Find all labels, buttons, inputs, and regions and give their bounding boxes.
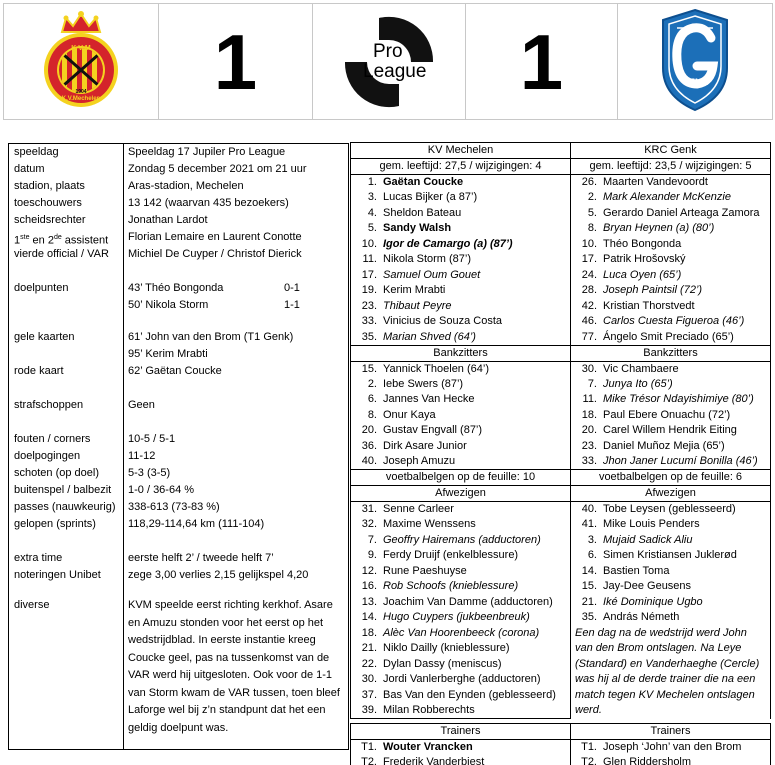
player-name: Joseph Amuzu xyxy=(383,455,456,467)
absent-row-away xyxy=(571,595,771,611)
goal-1: 43’ Théo Bongonda xyxy=(128,282,224,294)
info-row-gelopen: gelopen (sprints) 118,29-114,64 km (111-104) xyxy=(14,518,265,530)
bench-row-away xyxy=(571,361,771,377)
starter-row-home xyxy=(351,206,571,222)
away-note: Een dag na de wedstrijd werd John van den Brom ontslagen. Na Leye (Standard) en Vanderhaeghe (Cercle) was hij al de derde trainer die na een match tegen KV Mechelen ontslagen werd. xyxy=(571,626,771,719)
starter-row xyxy=(351,314,771,330)
info-row-doelpunt-2 xyxy=(9,297,348,314)
player-number: 2. xyxy=(367,377,377,390)
trainer-row-away xyxy=(571,755,771,765)
player-name: Wouter Vrancken xyxy=(383,741,473,753)
starter-row-home xyxy=(351,252,571,268)
player-number: 10. xyxy=(361,237,377,250)
player-name: Mike Trésor Ndayishimiye (80’) xyxy=(603,393,754,406)
player-number: 9. xyxy=(367,549,377,562)
player-name: Bas Van den Eynden (geblesseerd) xyxy=(383,688,556,701)
starter-row-away xyxy=(571,252,771,268)
player-number: 17. xyxy=(581,253,597,266)
player-name: Milan Robberechts xyxy=(383,704,475,716)
player-name: Théo Bongonda xyxy=(603,237,682,250)
team-header xyxy=(351,143,771,159)
player-name: Dylan Dassy (meniscus) xyxy=(383,657,502,670)
starter-row-home xyxy=(351,283,571,299)
info-row-strafschoppen: strafschoppen Geen xyxy=(14,399,155,411)
player-name: Thibaut Peyre xyxy=(383,299,452,312)
player-number: 33. xyxy=(361,315,377,328)
info-row-diverse: diverse xyxy=(14,599,50,611)
starter-row-home xyxy=(351,330,571,346)
player-number: 36. xyxy=(361,439,377,452)
starter-row-away xyxy=(571,221,771,237)
starter-row-home xyxy=(351,221,571,237)
player-name: Yannick Thoelen (64’) xyxy=(383,362,489,375)
bench-header-away: Bankzitters xyxy=(571,345,771,361)
absent-row-home xyxy=(351,533,571,549)
player-name: Senne Carleer xyxy=(383,503,454,515)
player-name: Jannes Van Hecke xyxy=(383,393,475,406)
score-header xyxy=(3,3,773,120)
player-number: 22. xyxy=(361,657,377,670)
player-number: 3. xyxy=(367,191,377,204)
info-row-toeschouwers: toeschouwers 13 142 (waarvan 435 bezoekers) xyxy=(14,197,289,209)
bench-row-home xyxy=(351,439,571,455)
player-number: 4. xyxy=(367,206,377,219)
info-row-buitenspel: buitenspel / balbezit 1-0 / 36-64 % xyxy=(14,484,195,496)
absent-row-home xyxy=(351,610,571,626)
player-number: T2. xyxy=(581,756,597,765)
player-number: 7. xyxy=(587,377,597,390)
bench-row xyxy=(351,408,771,424)
player-name: Hugo Cuypers (jukbeenbreuk) xyxy=(383,611,530,624)
player-number: T1. xyxy=(581,741,597,753)
player-name: Gaëtan Coucke xyxy=(383,176,464,188)
starter-row-home xyxy=(351,237,571,253)
info-row-scheidsrechter: scheidsrechter Jonathan Lardot xyxy=(14,214,208,226)
away-score: 1 xyxy=(519,17,564,106)
player-name: Tobe Leysen (geblesseerd) xyxy=(603,503,736,515)
player-number: 21. xyxy=(581,595,597,608)
player-name: Marian Shved (64’) xyxy=(383,330,476,343)
player-number: 11. xyxy=(582,393,597,406)
team-meta-home: gem. leeftijd: 27,5 / wijzigingen: 4 xyxy=(351,159,571,175)
player-name: Rob Schoofs (knieblessure) xyxy=(383,580,519,593)
team-meta-away: gem. leeftijd: 23,5 / wijzigingen: 5 xyxy=(571,159,771,175)
trainer-row-home xyxy=(351,755,571,765)
player-number: 19. xyxy=(361,284,377,297)
absent-row-away xyxy=(571,502,771,518)
absent-header-away: Afwezigen xyxy=(571,486,771,502)
absent-row xyxy=(351,564,771,580)
info-row-assistent: 1ste en 2de assistent Florian Lemaire en Laurent Conotte xyxy=(14,231,302,247)
bench-row xyxy=(351,377,771,393)
starter-row-away xyxy=(571,190,771,206)
player-number: 8. xyxy=(587,222,597,235)
starter-row xyxy=(351,237,771,253)
starter-row xyxy=(351,252,771,268)
team-header-home: KV Mechelen xyxy=(351,143,571,159)
player-number: 31. xyxy=(361,503,377,515)
absent-row-away xyxy=(571,610,771,626)
absent-row-home xyxy=(351,595,571,611)
player-name: Bryan Heynen (a) (80’) xyxy=(603,222,715,235)
starter-row xyxy=(351,299,771,315)
player-number: 14. xyxy=(361,611,377,624)
svg-text:K V M: K V M xyxy=(71,45,91,52)
player-name: Maxime Wenssens xyxy=(383,518,476,531)
absent-row-away xyxy=(571,533,771,549)
player-name: Alèc Van Hoorenbeeck (corona) xyxy=(383,626,540,639)
player-number: 37. xyxy=(361,688,377,701)
away-logo-cell xyxy=(618,4,773,120)
absent-row-away xyxy=(571,564,771,580)
team-meta xyxy=(351,159,771,175)
player-number: 15. xyxy=(361,362,377,375)
player-number: 16. xyxy=(361,580,377,593)
league-logo-cell xyxy=(313,4,466,120)
home-logo-cell xyxy=(4,4,159,120)
absent-row xyxy=(351,626,771,642)
player-number: 7. xyxy=(367,533,377,546)
player-name: Sandy Walsh xyxy=(383,222,452,235)
info-row-stadion: stadion, plaats Aras-stadion, Mechelen xyxy=(14,180,244,192)
belgians-row xyxy=(351,470,771,486)
player-number: 24. xyxy=(581,268,597,281)
player-number: 11. xyxy=(362,253,377,266)
player-name: Jhon Janer Lucumí Bonilla (46’) xyxy=(603,455,758,467)
info-row-extra-time: extra time eerste helft 2’ / tweede helft 7’ xyxy=(14,552,274,564)
absent-row-home xyxy=(351,657,571,673)
diverse-text: KVM speelde eerst richting kerkhof. Asare en Amuzu stonden voor het eerst op het wedstrijdblad. In eerste instantie kreeg Coucke geel, pas na tussenkomst van de VAR werd hij uitgesloten. Ook voor de 1-1 van Storm kwam de VAR tussen, toen bleef Laforge wel bij z’n standpunt dat het een geldig doelpunt was. xyxy=(128,599,340,734)
player-number: 20. xyxy=(581,424,597,437)
player-name: Gerardo Daniel Arteaga Zamora xyxy=(603,206,760,219)
player-number: 26. xyxy=(581,176,597,188)
player-number: 42. xyxy=(581,299,597,312)
player-number: 2. xyxy=(587,191,597,204)
starter-row xyxy=(351,221,771,237)
starter-row-home xyxy=(351,314,571,330)
starter-row-away xyxy=(571,330,771,346)
player-number: T2. xyxy=(361,756,377,765)
bench-row-home xyxy=(351,408,571,424)
player-name: Nikola Storm (87’) xyxy=(383,253,472,266)
league-logo-line2: League xyxy=(363,60,427,82)
player-name: Mike Louis Penders xyxy=(603,518,700,531)
player-name: Rune Paeshuyse xyxy=(383,564,467,577)
starter-row xyxy=(351,283,771,299)
goal-2: 50’ Nikola Storm xyxy=(128,299,209,311)
player-number: T1. xyxy=(361,741,377,753)
info-row-unibet: noteringen Unibet zege 3,00 verlies 2,15 gelijkspel 4,20 xyxy=(14,569,309,581)
player-name: Jordi Vanlerberghe (adductoren) xyxy=(383,673,541,686)
player-name: Daniel Muñoz Mejia (65’) xyxy=(603,439,725,452)
player-name: Kerim Mrabti xyxy=(383,284,446,297)
starter-row xyxy=(351,206,771,222)
player-number: 28. xyxy=(581,284,597,297)
player-name: Igor de Camargo (a) (87’) xyxy=(383,237,513,250)
absent-row-home xyxy=(351,641,571,657)
bench-row-home xyxy=(351,392,571,408)
bench-row-away xyxy=(571,377,771,393)
player-name: Joseph Paintsil (72’) xyxy=(603,284,703,297)
player-number: 35. xyxy=(581,611,597,624)
absent-row-home xyxy=(351,517,571,533)
player-name: Paul Ebere Onuachu (72’) xyxy=(603,408,731,421)
player-name: Vinicius de Souza Costa xyxy=(383,315,503,328)
bench-row xyxy=(351,423,771,439)
player-number: 40. xyxy=(361,455,377,467)
bench-header-home: Bankzitters xyxy=(351,345,571,361)
belgians-row-home: voetbalbelgen op de feuille: 10 xyxy=(351,470,571,486)
player-name: Geoffry Hairemans (adductoren) xyxy=(383,533,541,546)
player-name: Ferdy Druijf (enkelblessure) xyxy=(383,549,519,562)
player-number: 6. xyxy=(367,393,377,406)
away-score-cell xyxy=(466,4,618,120)
info-row-vierde-official: vierde official / VAR Michiel De Cuyper / Christof Dierick xyxy=(14,248,302,260)
bench-row-away xyxy=(571,408,771,424)
starter-row-home xyxy=(351,299,571,315)
player-number: 23. xyxy=(581,439,597,452)
player-number: 5. xyxy=(587,206,597,219)
bench-row-home xyxy=(351,423,571,439)
bench-row-away xyxy=(571,454,771,470)
player-name: Carlos Cuesta Figueroa (46’) xyxy=(603,315,745,328)
player-name: Kristian Thorstvedt xyxy=(603,299,695,312)
trainer-row xyxy=(351,755,771,765)
absent-row-home xyxy=(351,548,571,564)
player-name: Lucas Bijker (a 87’) xyxy=(383,191,478,204)
player-name: Iké Dominique Ugbo xyxy=(603,595,703,608)
absent-row-home xyxy=(351,502,571,518)
starter-row xyxy=(351,175,771,191)
absent-row-home xyxy=(351,564,571,580)
player-number: 17. xyxy=(361,268,377,281)
player-name: Vic Chambaere xyxy=(603,362,679,375)
bench-header xyxy=(351,345,771,361)
player-number: 6. xyxy=(587,549,597,562)
starter-row xyxy=(351,330,771,346)
bench-row xyxy=(351,454,771,470)
absent-row xyxy=(351,595,771,611)
player-name: Sheldon Bateau xyxy=(383,206,462,219)
svg-text:1904: 1904 xyxy=(75,89,87,95)
absent-row xyxy=(351,579,771,595)
player-name: Jay-Dee Geusens xyxy=(603,580,692,593)
trainers-header-home: Trainers xyxy=(351,724,571,740)
bench-row-away xyxy=(571,392,771,408)
absent-row-home xyxy=(351,688,571,704)
player-number: 12. xyxy=(361,564,377,577)
trainer-row-home xyxy=(351,740,571,756)
player-number: 41. xyxy=(581,518,597,531)
starter-row-away xyxy=(571,283,771,299)
player-number: 32. xyxy=(361,518,377,531)
absent-row-home xyxy=(351,703,571,719)
trainer-row xyxy=(351,740,771,756)
player-name: Glen Riddersholm xyxy=(603,756,692,765)
absent-row xyxy=(351,533,771,549)
info-row-gele-kaarten: gele kaarten 61’ John van den Brom (T1 Genk) xyxy=(14,331,294,343)
player-number: 10. xyxy=(581,237,597,250)
absent-row xyxy=(351,610,771,626)
player-name: Onur Kaya xyxy=(383,408,436,421)
player-number: 23. xyxy=(361,299,377,312)
player-name: Patrik Hrošovský xyxy=(603,253,686,266)
goal-1-score: 0-1 xyxy=(284,282,300,294)
trainers-header-away: Trainers xyxy=(571,724,771,740)
player-name: Samuel Oum Gouet xyxy=(383,268,481,281)
player-name: Junya Ito (65’) xyxy=(603,377,673,390)
info-row-speeldag: speeldag Speeldag 17 Jupiler Pro League xyxy=(14,146,286,158)
player-number: 3. xyxy=(587,533,597,546)
bench-row-home xyxy=(351,454,571,470)
bench-row-away xyxy=(571,423,771,439)
player-name: Maarten Vandevoordt xyxy=(603,176,708,188)
info-row-passes: passes (nauwkeurig) 338-613 (73-83 %) xyxy=(14,501,220,513)
player-name: Bastien Toma xyxy=(603,564,670,577)
player-number: 5. xyxy=(367,222,377,235)
player-name: Joachim Van Damme (adductoren) xyxy=(383,595,553,608)
starter-row xyxy=(351,268,771,284)
team-header-away: KRC Genk xyxy=(571,143,771,159)
player-number: 33. xyxy=(581,455,597,467)
lineup-table xyxy=(350,142,771,765)
player-name: Niklo Dailly (knieblessure) xyxy=(383,642,510,655)
starter-row-away xyxy=(571,314,771,330)
bench-row xyxy=(351,439,771,455)
info-row-schoten: schoten (op doel) 5-3 (3-5) xyxy=(14,467,171,479)
player-name: Carel Willem Hendrik Eiting xyxy=(603,424,737,437)
absent-row-home xyxy=(351,672,571,688)
player-name: Iebe Swers (87’) xyxy=(383,377,464,390)
absent-row xyxy=(351,502,771,518)
home-score-cell xyxy=(159,4,313,120)
player-name: Ángelo Smit Preciado (65’) xyxy=(603,330,734,343)
player-number: 40. xyxy=(581,503,597,515)
absent-row-away xyxy=(571,517,771,533)
player-number: 20. xyxy=(361,424,377,437)
belgians-row-away: voetbalbelgen op de feuille: 6 xyxy=(571,470,771,486)
player-name: Simen Kristiansen Juklerød xyxy=(603,549,737,562)
player-number: 18. xyxy=(361,626,377,639)
player-number: 13. xyxy=(361,595,377,608)
absent-row-away xyxy=(571,548,771,564)
trainer-row-away xyxy=(571,740,771,756)
player-name: Gustav Engvall (87’) xyxy=(383,424,483,437)
bench-row-away xyxy=(571,439,771,455)
league-logo-line1: Pro xyxy=(373,40,403,62)
svg-text:KRC: KRC xyxy=(688,72,702,78)
player-number: 14. xyxy=(581,564,597,577)
svg-text:GENK: GENK xyxy=(681,77,709,87)
starter-row-away xyxy=(571,237,771,253)
absent-header xyxy=(351,486,771,502)
player-number: 15. xyxy=(581,580,597,593)
absent-row-home xyxy=(351,626,571,642)
player-number: 46. xyxy=(581,315,597,328)
info-row-rode-kaart: rode kaart 62’ Gaëtan Coucke xyxy=(14,365,222,377)
player-name: András Németh xyxy=(603,611,680,624)
bench-row xyxy=(351,392,771,408)
starter-row-home xyxy=(351,268,571,284)
absent-row xyxy=(351,517,771,533)
absent-row-home xyxy=(351,579,571,595)
player-number: 1. xyxy=(367,176,377,188)
pro-league-logo xyxy=(341,14,437,110)
player-number: 30. xyxy=(581,362,597,375)
bench-row-home xyxy=(351,361,571,377)
player-name: Frederik Vanderbiest xyxy=(383,756,485,765)
player-name: Luca Oyen (65’) xyxy=(603,268,682,281)
starter-row-away xyxy=(571,206,771,222)
info-row-doelpunten: doelpunten 43’ Théo Bongonda 0-1 xyxy=(9,280,348,297)
info-row-datum: datum Zondag 5 december 2021 om 21 uur xyxy=(14,163,307,175)
player-name: Dirk Asare Junior xyxy=(383,439,467,452)
player-name: Mark Alexander McKenzie xyxy=(603,191,731,204)
svg-text:K.V.Mechelen: K.V.Mechelen xyxy=(61,96,101,102)
absent-row xyxy=(351,548,771,564)
home-score: 1 xyxy=(213,17,258,106)
bench-row-home xyxy=(351,377,571,393)
info-row-fouten: fouten / corners 10-5 / 5-1 xyxy=(14,433,176,445)
krc-genk-logo xyxy=(657,8,733,112)
starter-row-away xyxy=(571,268,771,284)
player-number: 77. xyxy=(581,330,597,343)
starter-row xyxy=(351,190,771,206)
info-row-gele-kaart-2: 95’ Kerim Mrabti xyxy=(128,348,208,360)
kv-mechelen-logo xyxy=(42,10,120,110)
match-info-table xyxy=(8,143,349,750)
bench-row xyxy=(351,361,771,377)
starter-row-home xyxy=(351,190,571,206)
player-number: 18. xyxy=(581,408,597,421)
starter-row-home xyxy=(351,175,571,191)
starter-row-away xyxy=(571,175,771,191)
player-number: 39. xyxy=(361,704,377,716)
player-number: 30. xyxy=(361,673,377,686)
trainers-header xyxy=(351,724,771,740)
absent-row-away xyxy=(571,579,771,595)
player-name: Joseph ‘John’ van den Brom xyxy=(603,741,742,753)
goal-2-score: 1-1 xyxy=(284,299,300,311)
player-name: Mujaid Sadick Aliu xyxy=(603,533,693,546)
info-row-doelpogingen: doelpogingen 11-12 xyxy=(14,450,156,462)
starter-row-away xyxy=(571,299,771,315)
absent-header-home: Afwezigen xyxy=(351,486,571,502)
player-number: 35. xyxy=(361,330,377,343)
player-number: 8. xyxy=(367,408,377,421)
player-number: 21. xyxy=(361,642,377,655)
